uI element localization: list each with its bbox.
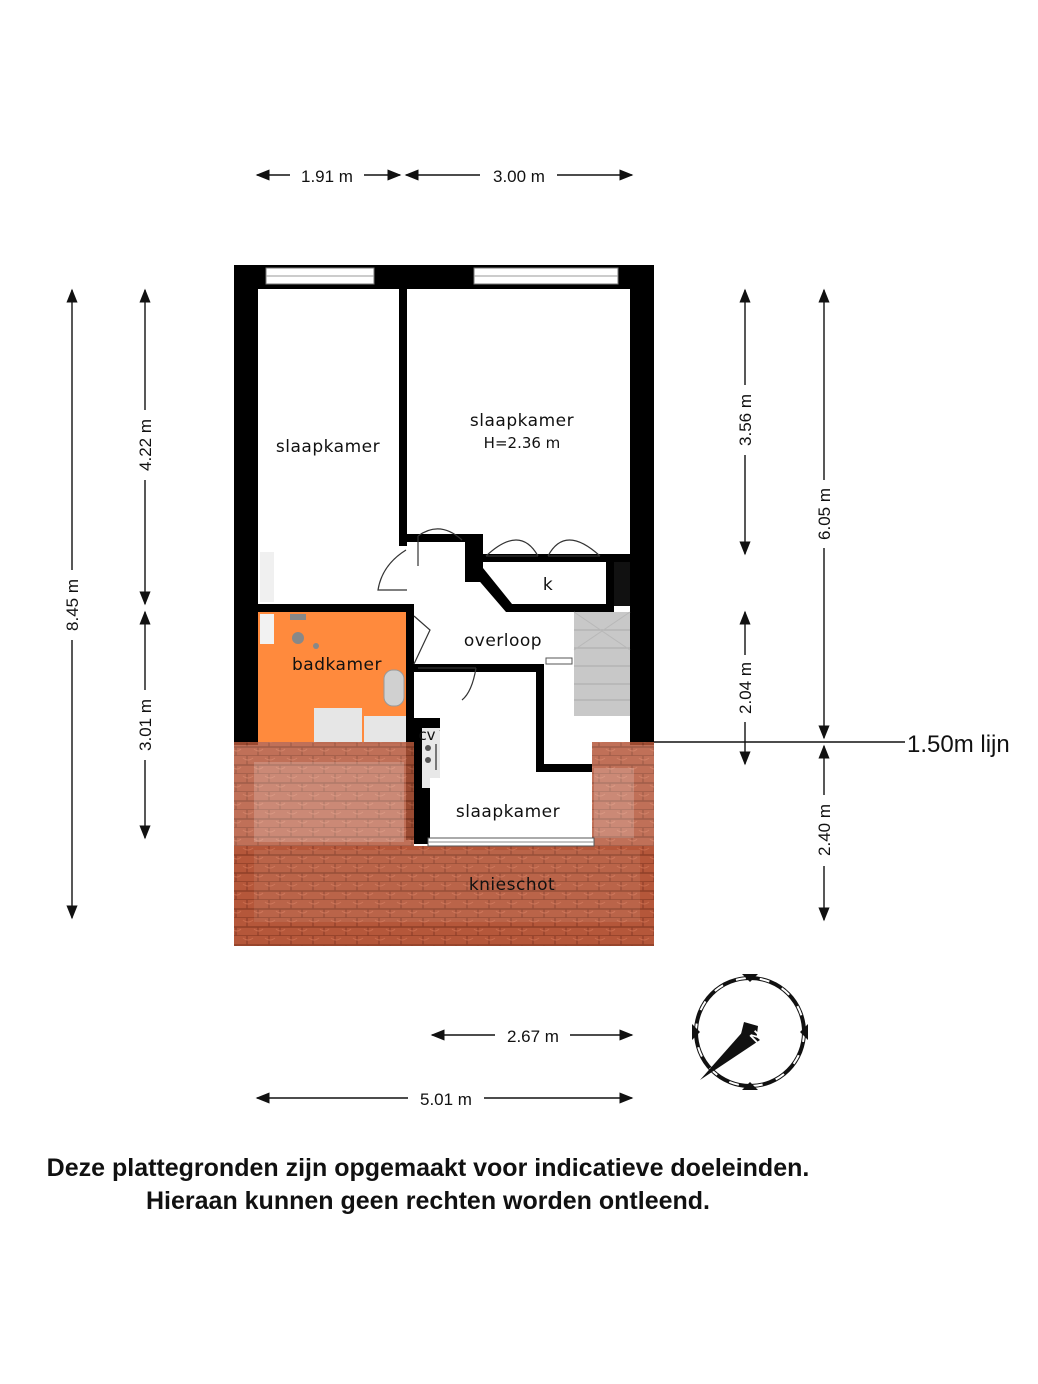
dim-left-total: 8.45 m	[63, 579, 82, 631]
room-bathroom: badkamer	[292, 655, 382, 675]
dim-top-left: 1.91 m	[301, 167, 353, 186]
dim-left-upper: 4.22 m	[136, 419, 155, 471]
compass-letter: N	[746, 1026, 765, 1046]
dim-right-upper: 3.56 m	[736, 394, 755, 446]
dim-left-lower: 3.01 m	[136, 699, 155, 751]
dim-right-middle: 2.04 m	[736, 662, 755, 714]
window-right	[474, 268, 618, 284]
disclaimer	[0, 1152, 856, 1218]
room-boiler: cv	[418, 726, 436, 744]
room-closet: k	[542, 575, 554, 595]
dim-top-right: 3.00 m	[493, 167, 545, 186]
building	[234, 265, 654, 946]
room-bedroom-bottom: slaapkamer	[455, 802, 561, 822]
compass-icon	[692, 974, 808, 1090]
dim-right-lower: 2.40 m	[815, 804, 834, 856]
room-bedroom-right-height: H=2.36 m	[483, 434, 561, 452]
dim-bottom-total: 5.01 m	[420, 1090, 472, 1109]
room-landing: overloop	[463, 631, 543, 651]
disclaimer-line-2: Hieraan kunnen geen rechten worden ontleend.	[146, 1187, 710, 1215]
room-knee-wall: knieschot	[468, 875, 556, 895]
room-bedroom-right: slaapkamer	[469, 411, 575, 431]
disclaimer-line-1: Deze plattegronden zijn opgemaakt voor indicatieve doeleinden.	[46, 1154, 810, 1182]
room-bedroom-left: slaapkamer	[275, 437, 381, 457]
window-left	[266, 268, 374, 284]
dim-right-total: 6.05 m	[815, 488, 834, 540]
line-150-label: 1.50m lijn	[907, 731, 1010, 758]
dim-bottom-inner: 2.67 m	[507, 1027, 559, 1046]
